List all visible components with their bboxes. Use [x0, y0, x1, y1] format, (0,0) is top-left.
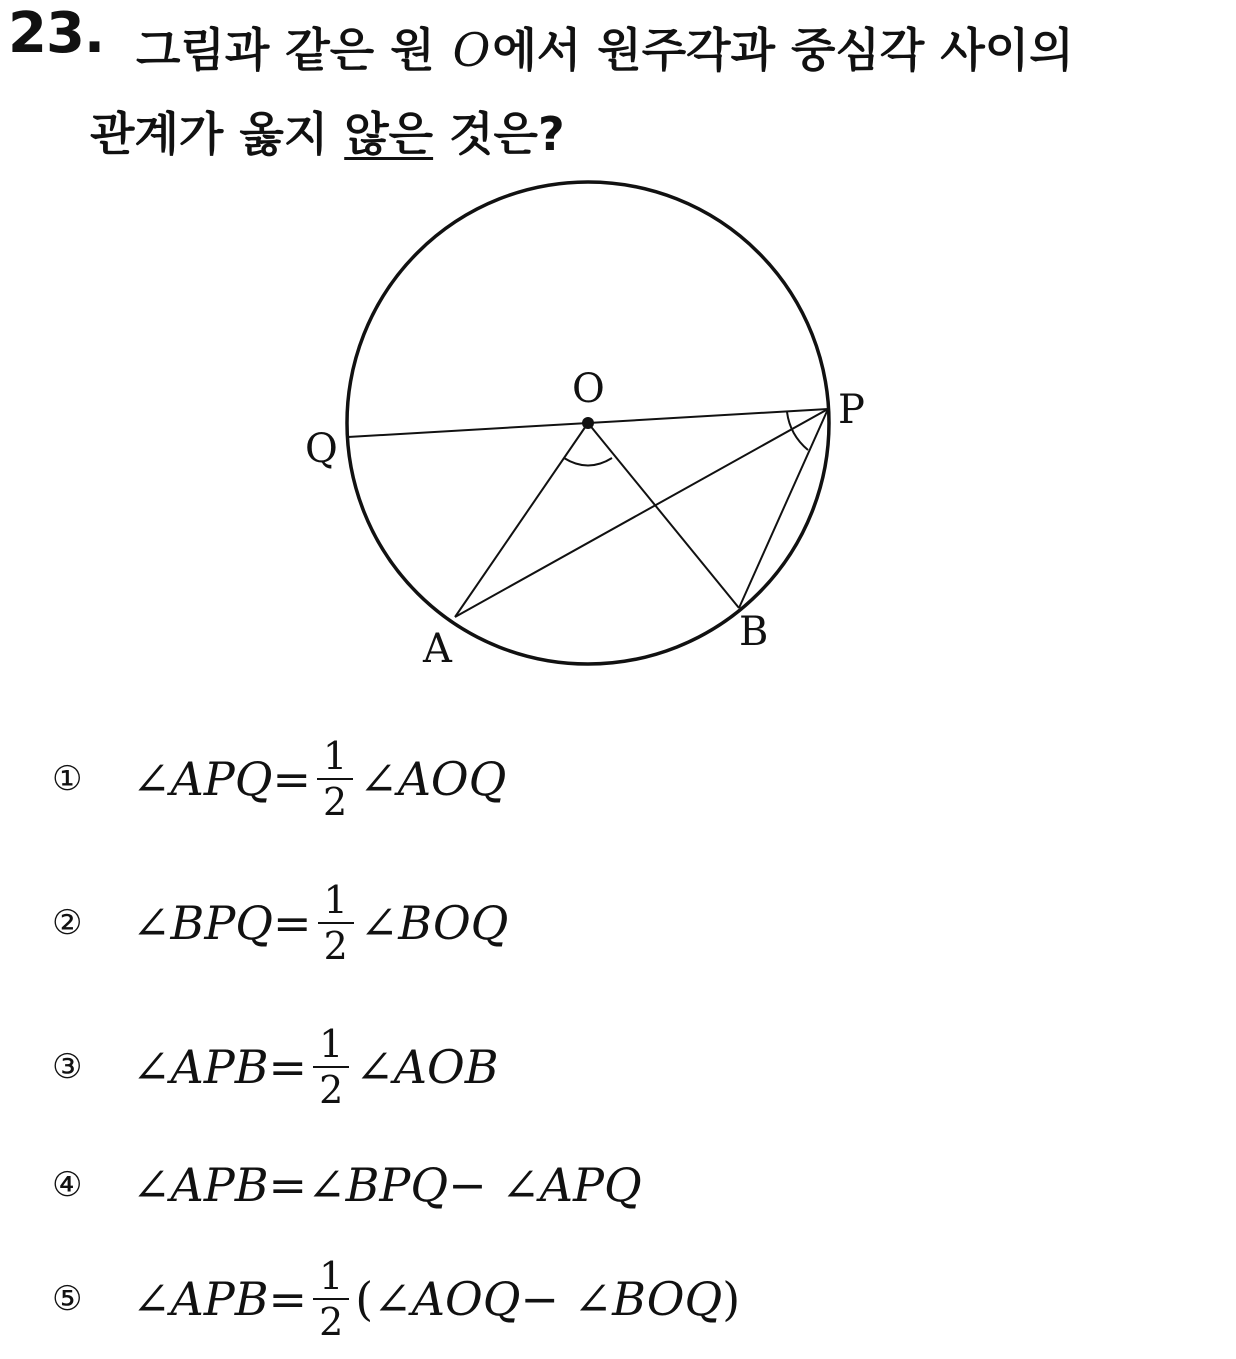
segment-ob — [588, 423, 739, 608]
close-paren: ) — [722, 1272, 741, 1326]
underlined-negation: 않은 — [344, 107, 434, 161]
equals-sign: = — [273, 896, 312, 950]
fraction — [313, 1022, 349, 1112]
option-2-rhs: ∠BOQ — [359, 896, 509, 950]
fraction-numerator: 1 — [317, 734, 353, 780]
open-paren: ( — [355, 1272, 374, 1326]
option-3-expression — [132, 1022, 499, 1112]
option-3[interactable] — [52, 1012, 499, 1122]
label-o: O — [572, 366, 605, 412]
option-1-expression — [132, 734, 506, 824]
center-point — [582, 417, 594, 429]
stem-text: 그림과 같은 원 — [136, 23, 435, 77]
circle-variable: O — [452, 23, 491, 77]
equals-sign: = — [272, 752, 311, 806]
option-4-lhs: ∠APB — [132, 1158, 269, 1212]
fraction-numerator: 1 — [318, 878, 354, 924]
label-q: Q — [305, 426, 338, 472]
fraction — [318, 878, 354, 968]
option-5[interactable] — [52, 1244, 740, 1354]
fraction — [317, 734, 353, 824]
label-a: A — [423, 626, 452, 672]
label-b: B — [739, 609, 769, 655]
stem-text: 것은? — [449, 107, 565, 161]
fraction-denominator: 2 — [319, 1300, 344, 1344]
fraction-numerator: 1 — [313, 1254, 349, 1300]
option-5-rhs: ∠AOQ− ∠BOQ — [373, 1272, 723, 1326]
option-2-mark: ② — [52, 903, 83, 943]
option-5-mark: ⑤ — [52, 1279, 83, 1319]
segment-pa — [455, 409, 828, 617]
option-4-mark: ④ — [52, 1165, 83, 1205]
option-1-rhs: ∠AOQ — [359, 752, 507, 806]
option-2-expression — [132, 878, 508, 968]
option-2[interactable] — [52, 868, 508, 978]
option-3-rhs: ∠AOB — [355, 1040, 499, 1094]
option-1-mark: ① — [52, 759, 83, 799]
option-5-lhs: ∠APB — [132, 1272, 269, 1326]
option-2-lhs: ∠BPQ — [132, 896, 274, 950]
option-3-mark: ③ — [52, 1047, 83, 1087]
option-4-expression — [132, 1158, 642, 1212]
fraction-denominator: 2 — [322, 780, 348, 824]
stem-text: 관계가 옳지 — [90, 107, 329, 161]
option-1[interactable] — [52, 724, 506, 834]
option-5-expression — [132, 1254, 740, 1344]
equals-sign: = — [268, 1272, 308, 1326]
fraction-denominator: 2 — [319, 1068, 344, 1112]
option-1-lhs: ∠APQ — [132, 752, 273, 806]
option-4[interactable] — [52, 1130, 642, 1240]
fraction-numerator: 1 — [313, 1022, 349, 1068]
stem-text: 에서 원주각과 중심각 사이의 — [492, 23, 1074, 77]
label-p: P — [838, 387, 865, 433]
option-3-lhs: ∠APB — [132, 1040, 269, 1094]
equals-sign: = — [268, 1040, 308, 1094]
fraction-denominator: 2 — [323, 924, 348, 968]
fraction — [313, 1254, 349, 1344]
central-angle-arc — [564, 458, 612, 466]
equals-sign: = — [268, 1158, 308, 1212]
question-number: 23. — [8, 1, 105, 66]
segment-oa — [455, 423, 588, 617]
option-4-rhs: ∠BPQ− ∠APQ — [307, 1158, 642, 1212]
